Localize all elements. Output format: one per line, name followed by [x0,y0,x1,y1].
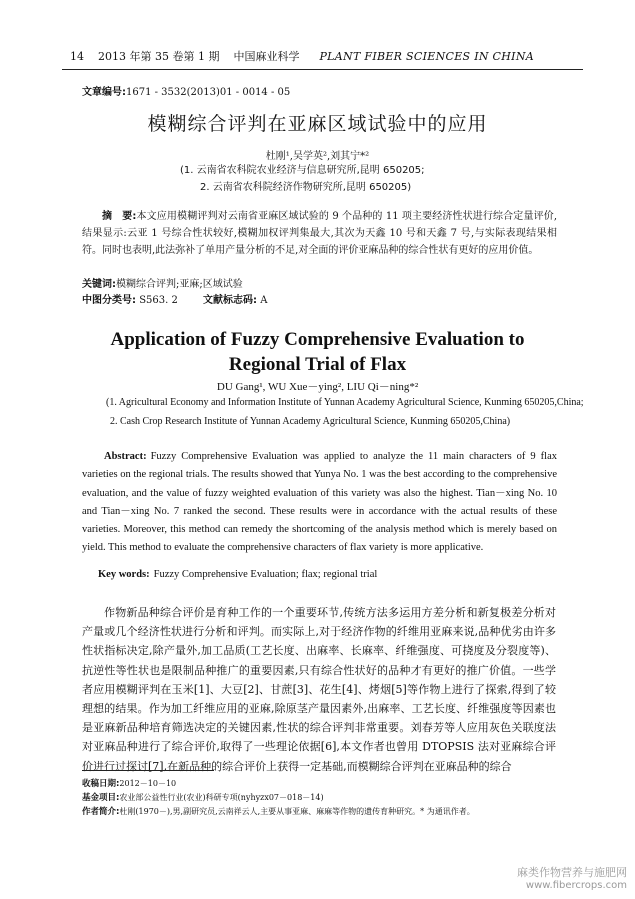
english-abstract-label: Abstract: [104,451,147,462]
class-number-value: S563. 2 [139,295,178,306]
english-keywords-text: Fuzzy Comprehensive Evaluation; flax; regional trial [153,569,378,580]
footnote-fund-label: 基金项目: [82,793,120,803]
english-abstract-text: Fuzzy Comprehensive Evaluation was applied to analyze the 11 main characters of 9 flax varieties on the regional trials. The results showed that Yunya No. 1 was the best according to the comprehensive evaluation, and the value of fuzzy weighted evaluation of this variety was also the highest. Tian－xing No. 10 and Tian－xing No. 7 ranked the second. These results were in accordance with the actual results of these varieties. Moreover, this method can remedy the shortcoming of the analysis method which is merely based on yield. This method to evaluate the comprehensive characters of flax variety is more applicative. [82,451,557,554]
english-abstract [82,448,557,558]
watermark-cn: 麻类作物营养与施肥网 [517,866,627,879]
chinese-title: 模糊综合评判在亚麻区域试验中的应用 [147,113,488,135]
journal-name-en: PLANT FIBER SCIENCES IN CHINA [319,50,534,63]
footnote-author-label: 作者简介: [82,807,120,817]
footnote-author [82,805,475,817]
watermark-url: www.fibercrops.com [525,880,627,891]
footnote-fund-text: 农业部公益性行业(农业)科研专项(nyhyzx07－018－14) [119,793,324,802]
body-paragraph: 作物新品种综合评价是育种工作的一个重要环节,传统方法多运用方差分析和新复极差分析对产量或几个经济性状进行分析和评判。而实际上,对于经济作物的纤维用亚麻来说,品种优劣由许多性状指标决定,除产量外,加工品质(工艺长度、出麻率、长麻率、纤维强度、可挠度及分裂度等)、抗逆性等性状也是限制品种推广的重要因素,只有综合性状好的品种才有更好的推广价值。一些学者应用模糊评判在玉米[1]、大豆[2]、甘蔗[3]、花生[4]、烤烟[5]等作物上进行了探索,得到了较理想的结果。作为加工纤维应用的亚麻,除原茎产量因素外,出麻率、工艺长度、纤维强度等因素也是亚麻新品种培育筛选决定的关键因素,性状的综合评判非常重要。刘春芳等人应用灰色关联度法对亚麻品种进行了综合评价,取得了一些理论依据[6],本文作者也曾用 DTOPSIS 法对亚麻综合评价进行过探讨[7],在新品种的综合评价上获得一定基础,而模糊综合评判在亚麻品种的综合 [82,606,556,773]
journal-name-cn: 中国麻业科学 [233,50,300,63]
footnote-received-text: 2012－10－10 [119,779,177,788]
footnote-received-label: 收稿日期: [82,779,120,789]
article-number-label: 文章编号: [82,87,126,98]
doc-code-value: A [260,295,268,306]
chinese-abstract-text: 本文应用模糊评判对云南省亚麻区域试验的 9 个品种的 11 项主要经济性状进行综合定量评价,结果显示:云亚 1 号综合性状较好,模糊加权评判集最大,其次为天鑫 10 号和天鑫 7 号,与实际表现结果相符。同时也表明,此法弥补了单用产量分析的不足,对全面的评价亚麻品种的综合性状有更好的应用价值。 [82,211,558,256]
article-number-value: 1671 - 3532(2013)01 - 0014 - 05 [126,87,291,98]
chinese-keywords-text: 模糊综合评判;亚麻;区域试验 [116,279,243,290]
footnote-fund [82,791,324,803]
footnote-author-text: 杜刚(1970－),男,副研究员,云南祥云人,主要从事亚麻、麻麻等作物的遗传育种研究。* 为通讯作者。 [119,807,475,816]
english-authors: DU Gang¹, WU Xue－ying², LIU Qi－ning*² [216,381,419,393]
running-header [70,48,575,66]
english-affiliation-2: 2. Cash Crop Research Institute of Yunnan Academy Agricultural Science, Kunming 650205,China) [110,416,511,427]
doc-code-label: 文献标志码: [203,295,258,306]
footnote-rule [82,770,214,771]
chinese-authors: 杜刚¹,吴学英²,刘其宁*² [265,151,370,162]
english-keywords [98,569,377,580]
page-number: 14 [70,50,84,63]
english-affiliation-1: (1. Agricultural Economy and Information Institute of Yunnan Academy Agricultural Science, Kunming 650205,China; [106,397,584,408]
issue-info: 2013 年第 35 卷第 1 期 [98,50,220,63]
english-keywords-label: Key words: [98,569,150,580]
chinese-keywords [82,276,243,293]
chinese-affiliation-1: (1. 云南省农科院农业经济与信息研究所,昆明 650205; [180,165,425,176]
classification-line [82,292,267,309]
english-title-line-2: Regional Trial of Flax [228,354,407,375]
footnote-received [82,777,176,789]
article-number [82,83,290,98]
chinese-affiliation-2: 2. 云南省农科院经济作物研究所,昆明 650205) [200,182,412,193]
header-rule [62,69,583,70]
chinese-abstract [82,208,557,259]
chinese-abstract-label: 摘 要: [102,211,137,222]
class-number-label: 中图分类号: [82,295,136,306]
chinese-keywords-label: 关键词: [82,279,116,290]
english-title-line-1: Application of Fuzzy Comprehensive Evaluation to [110,329,525,350]
